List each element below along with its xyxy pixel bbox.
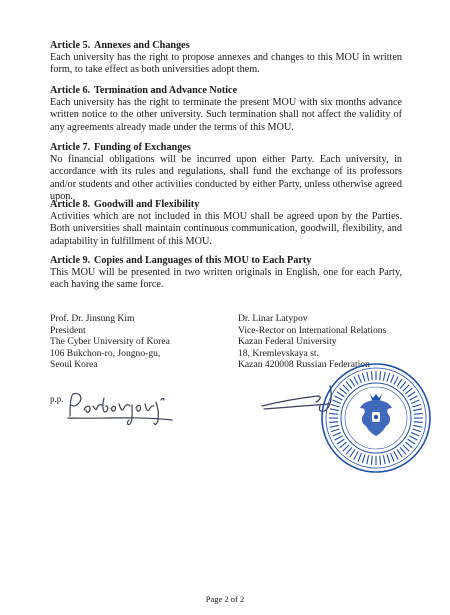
- left-signature-icon: [66, 386, 176, 428]
- stamp-ring-letter-mark: [340, 388, 347, 394]
- stamp-ring-letter-mark: [411, 433, 419, 436]
- article-6: [50, 85, 402, 134]
- stamp-ring-letter-mark: [330, 425, 339, 427]
- article-heading: [50, 85, 402, 97]
- stamp-ring-letter-mark: [358, 453, 361, 461]
- signatory-institution: Kazan Federal University: [238, 336, 337, 348]
- stamp-ring-letter-mark: [335, 436, 343, 440]
- pp-label: p.p.: [50, 394, 64, 404]
- signatory-city: Kazan 420008 Russian Federation: [238, 359, 370, 371]
- article-8: [50, 199, 402, 248]
- article-heading: [50, 255, 402, 267]
- stamp-ring-letter-mark: [350, 379, 355, 386]
- stamp-ring-letter-mark: [371, 371, 372, 380]
- stamp-ring-letter-mark: [333, 400, 341, 403]
- stamp-ring-letter-mark: [411, 400, 419, 403]
- article-number: Article 7.: [50, 142, 91, 153]
- stamp-ring-letter-mark: [335, 396, 343, 400]
- stamp-ring-letter-mark: [387, 454, 390, 463]
- stamp-ring-letter-mark: [391, 453, 394, 461]
- article-5: [50, 40, 402, 77]
- stamp-ring-letter-mark: [394, 452, 398, 460]
- article-title: Goodwill and Flexibility: [94, 199, 200, 210]
- stamp-ring-letter-mark: [350, 450, 355, 457]
- stamp-ring-letter-mark: [412, 404, 421, 407]
- signatory-name: Prof. Dr. Jinsung Kim: [50, 313, 135, 324]
- stamp-ring-letter-mark: [400, 447, 406, 454]
- stamp-ring-letter-mark: [410, 396, 418, 400]
- page-number: Page 2 of 2: [205, 594, 245, 604]
- article-heading: [50, 199, 402, 211]
- article-number: Article 5.: [50, 40, 91, 51]
- article-title: Annexes and Changes: [94, 40, 190, 51]
- signatory-title: Vice-Rector on International Relations: [238, 324, 387, 336]
- article-number: Article 8.: [50, 199, 91, 210]
- stamp-ring-letter-mark: [413, 425, 422, 427]
- stamp-ring-letter-mark: [380, 456, 381, 465]
- article-9: [50, 255, 402, 292]
- stamp-ring-letter-mark: [394, 377, 398, 385]
- stamp-ring-letter-mark: [413, 409, 422, 411]
- stamp-ring-letter-mark: [380, 371, 381, 380]
- signatory-address: 106 Bukchon-ro, Jongno-gu,: [50, 347, 161, 359]
- stamp-ring-letter-mark: [333, 433, 341, 436]
- stamp-ring-letter-mark: [330, 409, 339, 411]
- stamp-ring-letter-mark: [403, 385, 409, 391]
- stamp-ring-letter-mark: [371, 456, 372, 465]
- signatory-address: 18, Kremlevskaya st.: [238, 347, 319, 359]
- stamp-ring-letter-mark: [346, 447, 352, 454]
- stamp-ring-letter-mark: [367, 372, 369, 381]
- stamp-ring-letter-mark: [405, 442, 412, 448]
- stamp-ring-letter-mark: [331, 404, 340, 407]
- stamp-ring-letter-mark: [362, 454, 365, 463]
- stamp-ring-letter-mark: [387, 373, 390, 382]
- signatory-title: President: [50, 324, 86, 336]
- stamp-ring-letter-mark: [354, 377, 358, 385]
- stamp-ring-letter-mark: [397, 379, 402, 386]
- stamp-ring-letter-mark: [397, 450, 402, 457]
- article-title: Funding of Exchanges: [94, 142, 191, 153]
- left-signatory-block: [50, 313, 170, 371]
- stamp-ring-letter-mark: [329, 413, 338, 414]
- article-title: Copies and Languages of this MOU to Each Party: [94, 255, 312, 266]
- article-body: No financial obligations will be incurred upon either Party. Each university, in accordance with its rules and regulations, shall fund the exchange of its professors and/or students and other activities conducted by either Party, unless otherwise agreed upon.: [50, 154, 402, 203]
- stamp-ring-letter-mark: [362, 373, 365, 382]
- article-title: Termination and Advance Notice: [94, 85, 238, 96]
- stamp-ring-letter-mark: [343, 385, 349, 391]
- stamp-ring-letter-mark: [354, 452, 358, 460]
- article-7: [50, 142, 402, 204]
- article-body: Each university has the right to propose annexes and changes to this MOU in written form, to take effect as both universities adopt them.: [50, 52, 402, 76]
- stamp-ring-letter-mark: [337, 392, 344, 397]
- stamp-ring-letter-mark: [412, 429, 421, 432]
- stamp-ring-letter-mark: [408, 392, 415, 397]
- article-heading: [50, 40, 402, 52]
- stamp-ring-letter-mark: [329, 422, 338, 423]
- stamp-ring-letter-mark: [414, 413, 423, 414]
- stamp-ring-letter-mark: [343, 445, 349, 451]
- stamp-ring-letter-mark: [400, 382, 406, 389]
- article-body: This MOU will be presented in two written originals in English, one for each Party, each having the same force.: [50, 267, 402, 291]
- stamp-ring-letter-mark: [391, 375, 394, 383]
- stamp-ring-letter-mark: [403, 445, 409, 451]
- stamp-ring-letter-mark: [414, 422, 423, 423]
- stamp-ring-letter-mark: [367, 455, 369, 464]
- signatory-city: Seoul Korea: [50, 359, 98, 371]
- stamp-ring-letter-mark: [346, 382, 352, 389]
- article-number: Article 6.: [50, 85, 91, 96]
- article-number: Article 9.: [50, 255, 91, 266]
- stamp-ring-letter-mark: [383, 455, 385, 464]
- article-body: Activities which are not included in this MOU shall be agreed upon by the Parties. Both universities shall maintain continuous communication, goodwill, flexibility, and adaptability in fulfillment of this MOU.: [50, 211, 402, 247]
- article-body: Each university has the right to terminate the present MOU with six months advance written notice to the other university. Such termination shall not affect the validity of any agreements already made under the terms of this MOU.: [50, 97, 402, 133]
- article-heading: [50, 142, 402, 154]
- stamp-ring-letter-mark: [405, 388, 412, 394]
- signatory-name: Dr. Linar Latypov: [238, 313, 308, 324]
- stamp-ring-letter-mark: [331, 429, 340, 432]
- stamp-ring-letter-mark: [340, 442, 347, 448]
- stamp-ring-letter-mark: [383, 372, 385, 381]
- stamp-ring-letter-mark: [408, 439, 415, 444]
- signatory-institution: The Cyber University of Korea: [50, 336, 170, 348]
- official-stamp-icon: [320, 362, 432, 474]
- stamp-ring-letter-mark: [337, 439, 344, 444]
- stamp-ring-letter-mark: [410, 436, 418, 440]
- stamp-ring-letter-mark: [358, 375, 361, 383]
